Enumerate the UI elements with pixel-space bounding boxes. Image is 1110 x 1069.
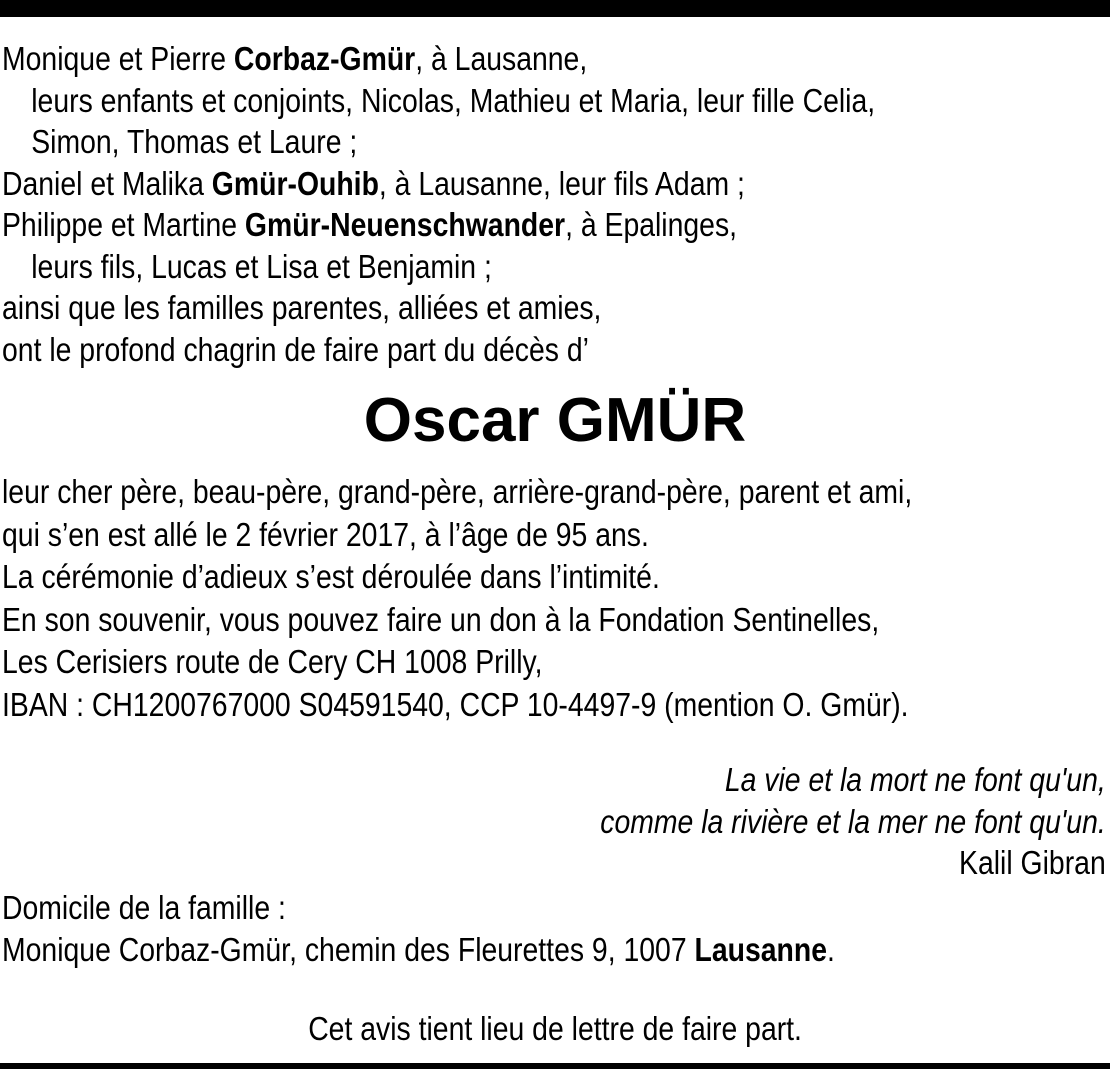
family-line-1-text: Monique et Pierre (2, 40, 234, 77)
quote-block (601, 759, 1106, 884)
quote-line-1: La vie et la mort ne font qu'un, (725, 761, 1106, 798)
domicile-block (2, 887, 835, 970)
family-line-5-text: Philippe et Martine (2, 206, 245, 243)
family-line-5 (2, 204, 1108, 246)
footer-text: Cet avis tient lieu de lettre de faire part. (308, 1010, 802, 1047)
family-line-6: leurs fils, Lucas et Lisa et Benjamin ; (31, 247, 492, 285)
family-line-8: ont le profond chagrin de faire part du décès d’ (2, 330, 589, 368)
family-line-4-text: Daniel et Malika (2, 164, 212, 202)
body-line-3: La cérémonie d’adieux s’est déroulée dans l’intimité. (2, 558, 660, 595)
bottom-rule (0, 1063, 1110, 1069)
family-name-gmur-ouhib: Gmür-Ouhib (211, 164, 379, 202)
quote-line-2: comme la rivière et la mer ne font qu'un. (600, 802, 1106, 840)
deceased-name: Oscar GMÜR (363, 386, 747, 455)
top-rule (0, 0, 1110, 17)
domicile-city: Lausanne (694, 930, 827, 968)
body-line-6: IBAN : CH1200767000 S04591540, CCP 10-4497-9 (mention O. Gmür). (2, 685, 909, 723)
family-line-7: ainsi que les familles parentes, alliées et amies, (2, 289, 602, 326)
body-line-5: Les Cerisiers route de Cery CH 1008 Prilly, (2, 643, 543, 680)
announcement-body (2, 471, 912, 726)
footer-note (0, 1008, 1110, 1049)
family-line-2: leurs enfants et conjoints, Nicolas, Mathieu et Maria, leur fille Celia, (31, 81, 876, 119)
family-line-4-location: , à Lausanne, leur fils Adam ; (378, 164, 745, 202)
family-line-1-location: , à Lausanne, (415, 40, 588, 77)
family-line-4 (2, 163, 1108, 205)
body-line-4: En son souvenir, vous pouvez faire un don à la Fondation Sentinelles, (2, 600, 880, 638)
domicile-label: Domicile de la famille : (2, 889, 286, 926)
body-line-2: qui s’en est allé le 2 février 2017, à l’âge de 95 ans. (2, 515, 649, 553)
family-line-5-location: , à Epalinges, (565, 206, 738, 243)
domicile-address-end: . (826, 930, 835, 968)
family-name-gmur-neuenschwander: Gmür-Neuenschwander (244, 206, 566, 243)
family-line-1 (2, 38, 1108, 80)
family-announcement (2, 38, 1108, 370)
domicile-address (2, 929, 835, 971)
family-name-corbaz-gmur: Corbaz-Gmür (233, 40, 416, 77)
family-line-3: Simon, Thomas et Laure ; (31, 123, 358, 160)
body-line-1: leur cher père, beau-père, grand-père, arrière-grand-père, parent et ami, (2, 473, 913, 510)
domicile-address-text: Monique Corbaz-Gmür, chemin des Fleurettes 9, 1007 (2, 930, 695, 968)
quote-author: Kalil Gibran (959, 844, 1106, 881)
